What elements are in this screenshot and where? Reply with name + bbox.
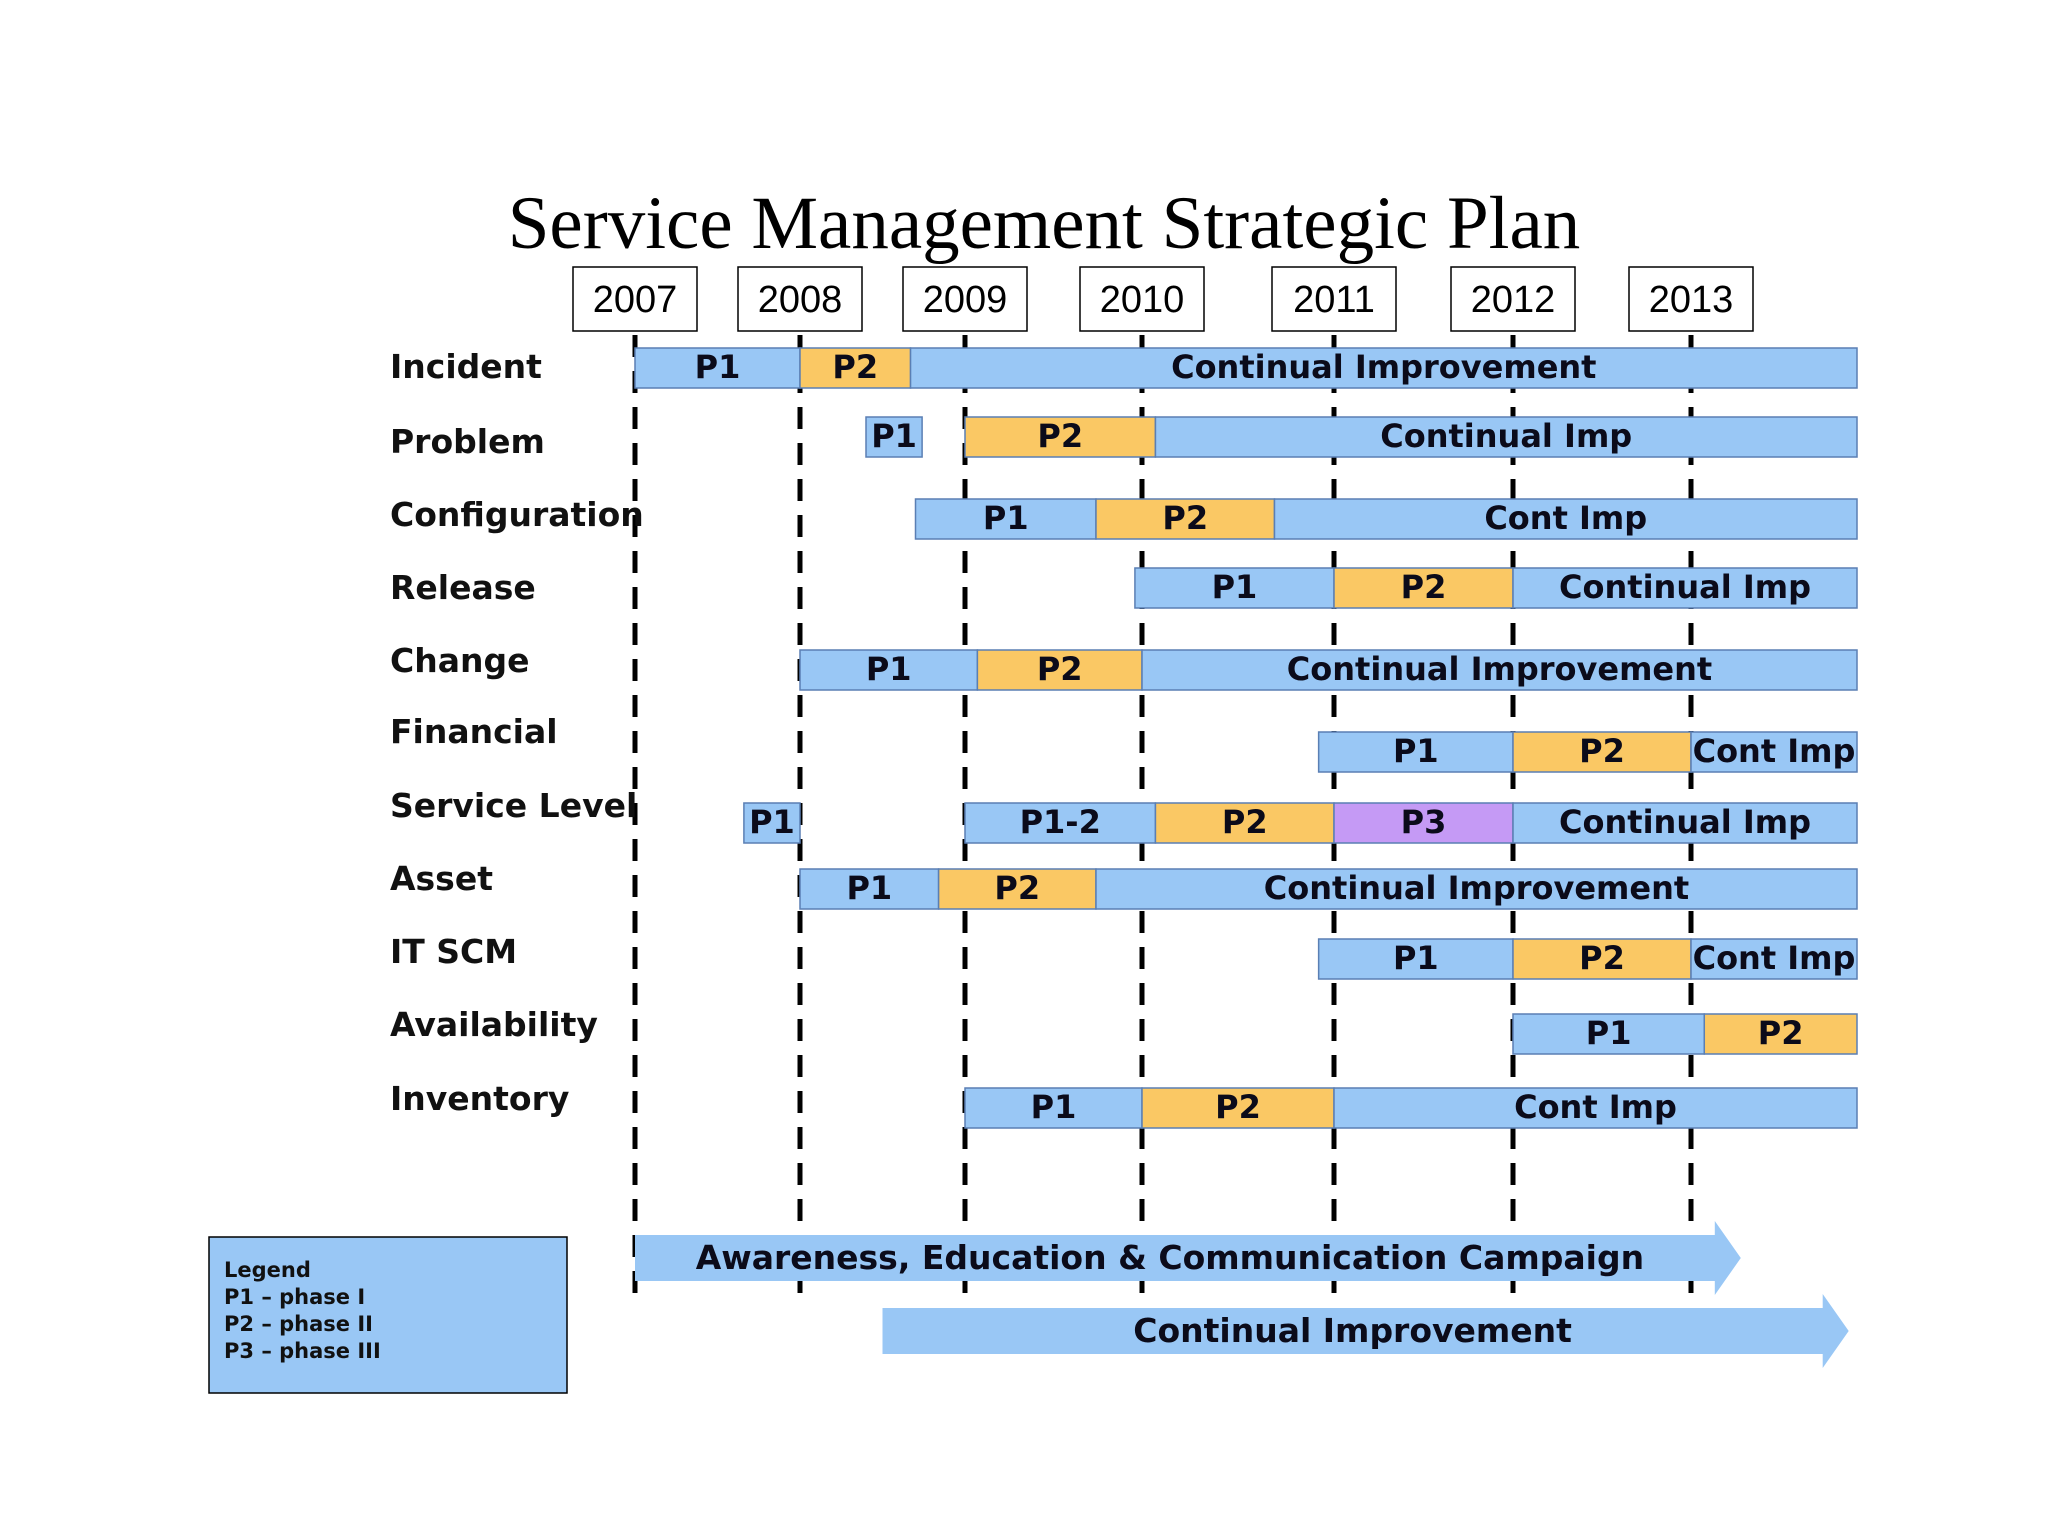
phase-bar-label: P2 [1579,732,1625,770]
phase-bar-label: P1 [846,869,893,907]
process-label: Financial [390,712,558,751]
process-labels [390,347,644,1118]
year-box-2008 [738,267,862,331]
phase-bar-label: P2 [1221,803,1268,841]
phase-bar-label: Cont Imp [1514,1088,1677,1126]
campaign-label: Awareness, Education & Communication Campaign [695,1238,1645,1277]
campaign-label: Continual Improvement [1133,1311,1572,1350]
process-row [866,417,1857,457]
phase-bar-label: P1 [871,417,917,455]
process-row [1135,568,1857,608]
phase-bar-label: P2 [832,348,879,386]
year-box-2007 [573,267,697,331]
process-label: Asset [390,859,493,898]
process-label: Problem [390,422,545,461]
process-label: Availability [390,1005,598,1044]
process-row [744,803,1857,843]
year-header [573,267,1753,331]
year-label: 2012 [1470,279,1556,321]
phase-bar-label: P1 [1030,1088,1077,1126]
process-label: Release [390,568,536,607]
phase-bar-label: P2 [994,869,1041,907]
phase-bar-label: P1-2 [1019,803,1101,841]
process-row [635,348,1857,388]
process-label: Configuration [390,495,644,534]
legend-item-p2: P2 – phase II [224,1312,373,1336]
legend-item-p3: P3 – phase III [224,1339,381,1363]
phase-bar-label: Continual Imp [1559,568,1811,606]
process-label: Change [390,641,530,680]
year-box-2010 [1080,267,1204,331]
process-row [800,869,1857,909]
phase-bar-label: Continual Imp [1380,417,1633,455]
process-row [800,650,1857,690]
year-label: 2013 [1648,279,1734,321]
year-label: 2008 [757,279,843,321]
process-row [1319,939,1857,979]
phase-bar-label: P1 [1392,939,1439,977]
phase-bar-label: Continual Improvement [1171,348,1597,386]
year-label: 2011 [1293,279,1375,321]
phase-bar-label: Cont Imp [1484,499,1648,537]
year-label: 2007 [592,279,678,321]
process-row [1319,732,1857,772]
phase-bar-label: P2 [1037,417,1084,455]
phase-bar-label: Continual Imp [1559,803,1811,841]
process-row [965,1088,1857,1128]
year-box-2013 [1629,267,1753,331]
process-label: IT SCM [390,932,518,971]
legend-title: Legend [224,1258,311,1282]
phase-bar-label: Cont Imp [1692,732,1856,770]
phase-bar-label: P2 [1036,650,1083,688]
phase-bar-label: Cont Imp [1692,939,1856,977]
phase-bar-label: P2 [1162,499,1209,537]
phase-bar-label: P2 [1579,939,1625,977]
phase-bar-label: P1 [694,348,741,386]
phase-bar-label: P1 [1392,732,1439,770]
year-label: 2010 [1099,279,1185,321]
campaign-arrows [635,1221,1849,1368]
phase-bar-label: P1 [1211,568,1258,606]
phase-bar-label: P1 [982,499,1029,537]
legend-box [209,1237,567,1393]
year-label: 2009 [922,279,1008,321]
phase-bar-label: P1 [865,650,912,688]
phase-bar-label: P1 [749,803,795,841]
process-row [1513,1014,1857,1054]
phase-bar-label: Continual Improvement [1286,650,1713,688]
phase-bar-label: P2 [1400,568,1447,606]
phase-bar-label: P2 [1757,1014,1804,1052]
year-box-2012 [1451,267,1575,331]
diagram-title: Service Management Strategic Plan [507,182,1581,265]
phase-bar-label: P2 [1215,1088,1261,1126]
process-label: Incident [390,347,542,386]
phase-bar-label: P1 [1585,1014,1632,1052]
year-box-2009 [903,267,1027,331]
phase-bar-label: P3 [1400,803,1447,841]
phase-bar-label: Continual Improvement [1263,869,1690,907]
phase-bars [635,348,1857,1128]
process-row [916,499,1858,539]
year-box-2011 [1272,267,1396,331]
process-label: Inventory [390,1079,570,1118]
process-label: Service Level [390,786,638,825]
legend-item-p1: P1 – phase I [224,1285,366,1309]
